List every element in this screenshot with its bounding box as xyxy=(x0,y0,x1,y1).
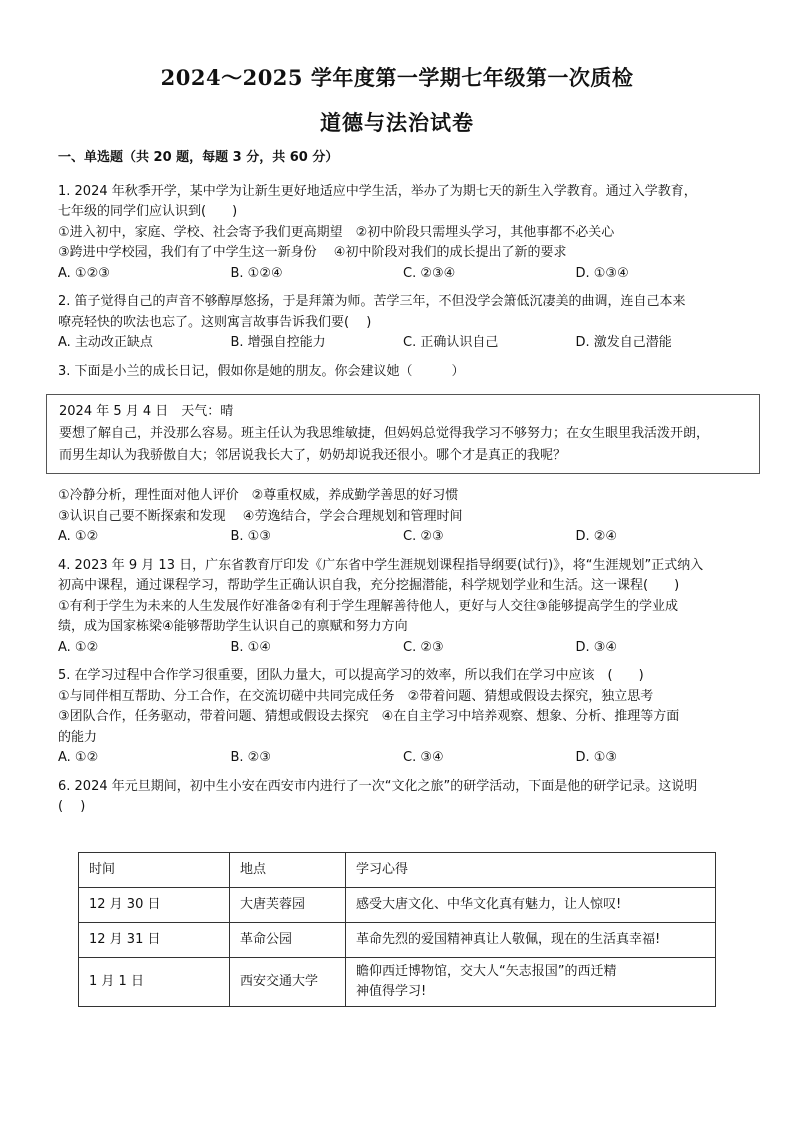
table-cell: 大唐芙蓉园 xyxy=(230,887,346,922)
statement-line: 的能力 xyxy=(58,729,98,745)
diary-text-line: 而男生却认为我骄傲自大；邻居说我长大了，奶奶却说我还很小。哪个才是真正的我呢？ xyxy=(59,448,567,463)
choice-d: D. ②④ xyxy=(575,529,618,544)
exam-title: 2024～2025 学年度第一学期七年级第一次质检 xyxy=(160,65,634,90)
table-cell: 12 月 30 日 xyxy=(79,887,230,922)
table-cell: 革命公园 xyxy=(230,922,346,957)
choice-b: B. ①②④ xyxy=(230,265,283,281)
cell-text-line: 神值得学习! xyxy=(356,983,427,999)
question-stem: 3. 下面是小兰的成长日记，假如你是她的朋友。你会建议她（ ） xyxy=(58,363,465,379)
choice-b: B. ①③ xyxy=(230,529,271,544)
table-row xyxy=(79,922,716,957)
statement-line: ③跨进中学校园，我们有了中学生这一新身份 ④初中阶段对我们的成长提出了新的要求 xyxy=(58,245,567,260)
statement-line: ①有利于学生为未来的人生发展作好准备②有利于学生理解善待他人，更好与人交往③能够提高学生的学业成 xyxy=(58,598,678,614)
exam-subject-title: 道德与法治试卷 xyxy=(320,110,474,135)
choice-b: B. 增强自控能力 xyxy=(230,335,326,350)
choice-d: D. ①③④ xyxy=(575,265,629,281)
answer-choices xyxy=(58,638,748,659)
table-cell: 12 月 31 日 xyxy=(79,922,230,957)
table-cell: 1 月 1 日 xyxy=(79,957,230,1006)
table-cell: 革命先烈的爱国精神真让人敬佩，现在的生活真幸福! xyxy=(346,922,716,957)
table-row xyxy=(79,887,716,922)
table-cell: 感受大唐文化、中华文化真有魅力，让人惊叹! xyxy=(346,887,716,922)
exam-content xyxy=(58,148,748,1007)
choice-c: C. ②③ xyxy=(403,529,444,544)
choice-a: A. 主动改正缺点 xyxy=(58,335,153,350)
choice-c: C. ②③ xyxy=(403,639,444,655)
choice-b: B. ②③ xyxy=(230,750,271,765)
statement-line: ①进入初中，家庭、学校、社会寄予我们更高期望 ②初中阶段只需埋头学习，其他事都不必关心 xyxy=(58,224,615,240)
choice-a: A. ①②③ xyxy=(58,265,110,281)
diary-text-line: 要想了解自己，并没那么容易。班主任认为我思维敏捷，但妈妈总觉得我学习不够努力；在女生眼里我活泼开朗， xyxy=(59,426,710,441)
diary-date-line: 2024 年 5 月 4 日 天气：晴 xyxy=(59,404,234,419)
study-record-table xyxy=(78,852,716,1007)
choice-c: C. ②③④ xyxy=(403,265,456,281)
choice-a: A. ①② xyxy=(58,750,99,765)
question-stem: ( ) xyxy=(58,799,86,814)
choice-c: C. ③④ xyxy=(403,750,444,765)
answer-choices xyxy=(58,333,748,354)
question-4 xyxy=(58,556,748,659)
statement-line: 绩，成为国家栋梁④能够帮助学生认识自己的禀赋和努力方向 xyxy=(58,619,408,634)
answer-choices xyxy=(58,527,748,548)
table-header-cell: 学习心得 xyxy=(346,852,716,887)
section-heading: 一、单选题（共 20 题，每题 3 分，共 60 分） xyxy=(58,150,339,165)
question-stem: 6. 2024 年元旦期间，初中生小安在西安市内进行了一次“文化之旅”的研学活动，下面是他的研学记录。这说明 xyxy=(58,778,698,794)
question-stem: 初高中课程，通过课程学习，帮助学生正确认识自我，充分挖掘潜能，科学规划学业和生活。这一课程( ) xyxy=(58,578,680,593)
question-stem: 嘹亮轻快的吹法也忘了。这则寓言故事告诉我们要( ) xyxy=(58,314,372,330)
choice-d: D. ③④ xyxy=(575,639,618,655)
statement-line: ①与同伴相互帮助、分工合作，在交流切磋中共同完成任务 ②带着问题、猜想或假设去探究，独立思考 xyxy=(58,688,654,704)
question-3 xyxy=(58,362,748,548)
question-stem: 5. 在学习过程中合作学习很重要，团队力量大，可以提高学习的效率，所以我们在学习中应该 ( ) xyxy=(58,668,644,683)
question-2 xyxy=(58,292,748,354)
question-1 xyxy=(58,182,748,285)
table-header-row xyxy=(79,852,716,887)
table-cell xyxy=(346,957,716,1006)
question-5 xyxy=(58,666,748,769)
table-row xyxy=(79,957,716,1006)
question-6 xyxy=(58,777,748,818)
choice-b: B. ①④ xyxy=(230,639,271,655)
cell-text-line: 瞻仰西迁博物馆，交大人“矢志报国”的西迁精 xyxy=(356,963,617,979)
table-header-cell: 时间 xyxy=(79,852,230,887)
table-header-cell: 地点 xyxy=(230,852,346,887)
choice-c: C. 正确认识自己 xyxy=(403,335,499,350)
choice-d: D. ①③ xyxy=(575,750,618,765)
table-cell: 西安交通大学 xyxy=(230,957,346,1006)
statement-line: ③团队合作，任务驱动，带着问题、猜想或假设去探究 ④在自主学习中培养观察、想象、分析、推理等方面 xyxy=(58,709,680,724)
diary-box xyxy=(46,394,760,474)
choice-a: A. ①② xyxy=(58,529,99,544)
choice-a: A. ①② xyxy=(58,639,99,655)
question-stem: 七年级的同学们应认识到( ) xyxy=(58,204,238,219)
answer-choices xyxy=(58,264,748,285)
statement-line: ③认识自己要不断探索和发现 ④劳逸结合，学会合理规划和管理时间 xyxy=(58,508,463,524)
choice-d: D. 激发自己潜能 xyxy=(575,335,672,350)
question-stem: 1. 2024 年秋季开学，某中学为让新生更好地适应中学生活，举办了为期七天的新生入学教育。通过入学教育， xyxy=(58,183,697,199)
question-stem: 2. 笛子觉得自己的声音不够醇厚悠扬，于是拜箫为师。苦学三年，不但没学会箫低沉凄美的曲调，连自己本来 xyxy=(58,294,686,309)
statement-line: ①冷静分析，理性面对他人评价 ②尊重权威，养成勤学善思的好习惯 xyxy=(58,488,459,503)
answer-choices xyxy=(58,748,748,769)
question-stem: 4. 2023 年 9 月 13 日，广东省教育厅印发《广东省中学生涯规划课程指导纲要(试行)》，将“生涯规划”正式纳入 xyxy=(58,557,704,573)
